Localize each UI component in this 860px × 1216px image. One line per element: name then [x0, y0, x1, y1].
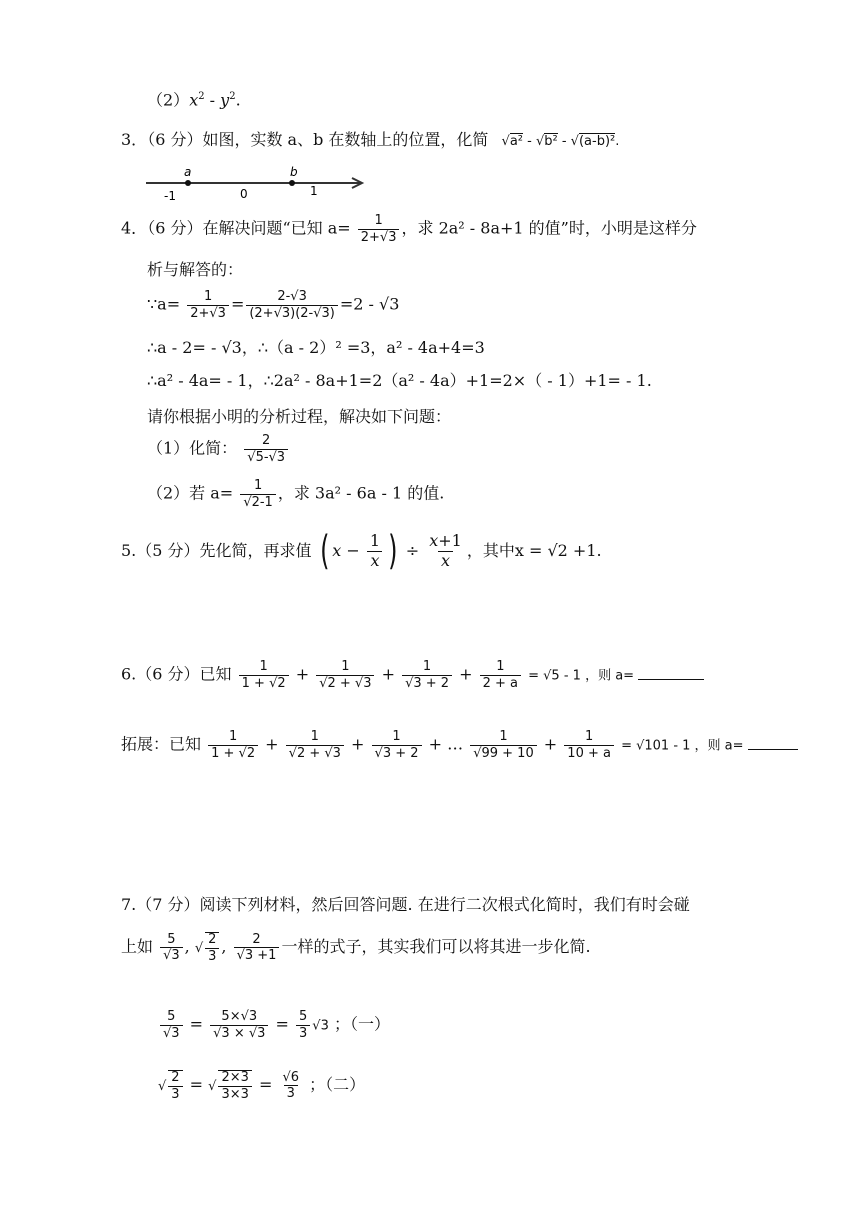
q4-part1: （1）化简： $\frac{2}{√5-√3}$ [147, 434, 290, 464]
q4-line2: ∴a - 2= - √3，∴（a - 2）² =3，a² - 4a+4=3 [147, 338, 485, 357]
q4-text-cont: 析与解答的： [147, 260, 244, 279]
q6-text: 6.（6 分）已知 $\frac{1}{1 + √2}$ + $\frac{1}{√2 + √3}$ + $\frac{1}{√3 + 2}$ + $\frac{1}{2 + a}$ = √5 - 1 ，则 a= [121, 660, 704, 690]
q7-eq1: $\frac{5}{√3}$ = $\frac{5\times√3}{√3 \times √3}$ = $\frac{5}{3}$ √3 ；（一） [158, 1010, 390, 1040]
q4-line3: ∴a² - 4a= - 1，∴2a² - 8a+1=2（a² - 4a）+1=2×（ - 1）+1= - 1. [147, 371, 652, 390]
q5-text: 5.（5 分）先化简，再求值 ( x − $\frac{1}{x}$ ) ÷ $\frac{x+1}{x}$ ，其中x = √2 +1. [121, 528, 602, 575]
q2-part2: $(2)x^2 - y^2$. [147, 90, 241, 110]
axis-label-a: a [184, 165, 192, 179]
axis-label-b: b [290, 165, 298, 179]
axis-label-neg1: -1 [164, 189, 176, 203]
q7-text: 7.（7 分）阅读下列材料，然后回答问题. 在进行二次根式化简时，我们有时会碰 [121, 895, 690, 914]
q7-eq2: √ $\frac{2}{3}$ = √ $\frac{2\times 3}{3\times 3}$ = $\frac{√6}{3}$ ；（二） [158, 1069, 366, 1102]
q3-text: 3．（6 分）如图，实数 a、b 在数轴上的位置，化简 √a² - √b² - √(a-b)². [121, 130, 620, 149]
axis-label-one: 1 [310, 184, 318, 198]
q4-line1: ∵a= $\frac{1}{2+√3}$ = $\frac{2-√3}{(2+√3)(2-√3)}$ =2 - √3 [147, 289, 400, 321]
q7-text-cont: 上如 $\frac{5}{√3}$ , √ $\frac{2}{3}$ , $\frac{2}{√3 +1}$ 一样的式子，其实我们可以将其进一步化简. [121, 931, 591, 964]
axis-label-zero: 0 [240, 187, 248, 201]
q6-extension: 拓展：已知 $\frac{1}{1 + √2}$ + $\frac{1}{√2 + √3}$ + $\frac{1}{√3 + 2}$ + … $\frac{1}{√99 + 10}$ + $\frac{1}{10 + a}$ = √101 - 1 ，则 a= [121, 730, 798, 760]
q4-line4: 请你根据小明的分析过程，解决如下问题： [147, 407, 452, 426]
q4-text: 4．（6 分）在解决问题“已知 a= $\frac{1}{2+√3}$ ，求 2a² - 8a+1 的值”时，小明是这样分 [121, 213, 697, 245]
q4-part2: （2）若 a= $\frac{1}{√2-1}$ ，求 3a² - 6a - 1 的值. [147, 478, 445, 510]
